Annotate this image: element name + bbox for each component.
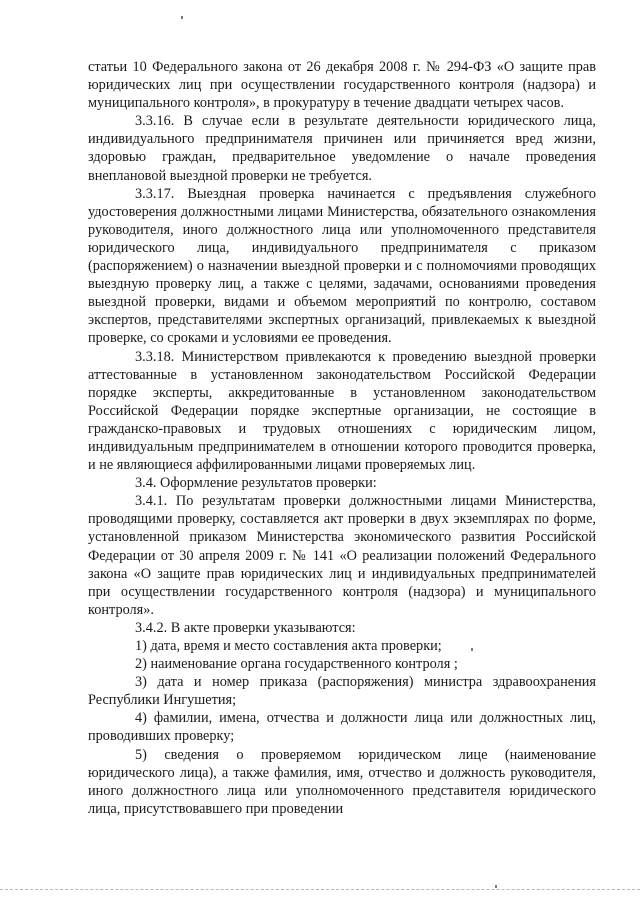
scan-speck xyxy=(495,885,497,888)
section-heading-3-4: 3.4. Оформление результатов проверки: xyxy=(135,475,377,492)
paragraph-3-4-2: 3.4.2. В акте проверки указываются: xyxy=(135,619,356,636)
list-item-1: 1) дата, время и место составления акта проверки; xyxy=(135,638,442,654)
paragraph-continuation: статьи 10 Федерального закона от 26 декабря 2008 г. № 294-ФЗ «О защите прав юридических лиц при осуществлении государственного контроля (надзора) и муниципального контроля», в прокуратуру в течение двадцати четырех часов. xyxy=(88,59,596,112)
paragraph-3-3-16: 3.3.16. В случае если в результате деятельности юридического лица, индивидуального предпринимателя причинен или причиняется вред жизни, здоровью граждан, предварительное уведомление о начале проведения внеплановой выездной проверки не требуется. xyxy=(88,113,596,184)
paragraph-3-4-1: 3.4.1. По результатам проверки должностными лицами Министерства, проводящими проверку, составляется акт проверки в двух экземплярах по форме, установленной приказом Министерства экономического развития Российской Федерации от 30 апреля 2009 г. № 141 «О реализации положений Федерального закона «О защите прав юридических лиц и индивидуальных предпринимателей при осуществлении государственного контроля (надзора) и муниципального контроля». xyxy=(88,493,596,618)
list-item-4: 4) фамилии, имена, отчества и должности лица или должностных лиц, проводивших проверку; xyxy=(88,710,596,745)
document-body xyxy=(88,58,596,818)
scan-speck xyxy=(181,16,183,19)
list-item-3: 3) дата и номер приказа (распоряжения) министра здравоохранения Республики Ингушетия; xyxy=(88,674,596,709)
list-item-2: 2) наименование органа государственного контроля ; xyxy=(135,656,458,673)
scan-edge-line xyxy=(0,889,640,890)
paragraph-3-3-17: 3.3.17. Выездная проверка начинается с предъявления служебного удостоверения должностными лицами Министерства, обязательного ознакомления руководителя, иного должностного лица или уполномоченного представителя юридического лица, индивидуального предпринимателя с приказом (распоряжением) о назначении выездной проверки и с полномочиями проводящих выездную проверку лиц, а также с целями, задачами, основаниями проведения выездной проверки, видами и объемом мероприятий по контролю, составом экспертов, представителями экспертных организаций, привлекаемых к выездной проверке, со сроками и условиями ее проведения. xyxy=(88,185,596,347)
list-item-5: 5) сведения о проверяемом юридическом лице (наименование юридического лица), а также фамилия, имя, отчество и должность руководителя, иного должностного лица или уполномоченного представителя юридического лица, присутствовавшего при проведении xyxy=(88,746,596,817)
paragraph-3-3-18: 3.3.18. Министерством привлекаются к проведению выездной проверки аттестованные в установленном законодательством Российской Федерации порядке эксперты, аккредитованные в установленном законодательством Российской Федерации порядке экспертные организации, не состоящие в гражданско-правовых и трудовых отношениях с юридическим лицом, индивидуальным предпринимателем в отношении которого проводится проверка, и не являющиеся аффилированными лицами проверяемых лиц. xyxy=(88,348,596,474)
